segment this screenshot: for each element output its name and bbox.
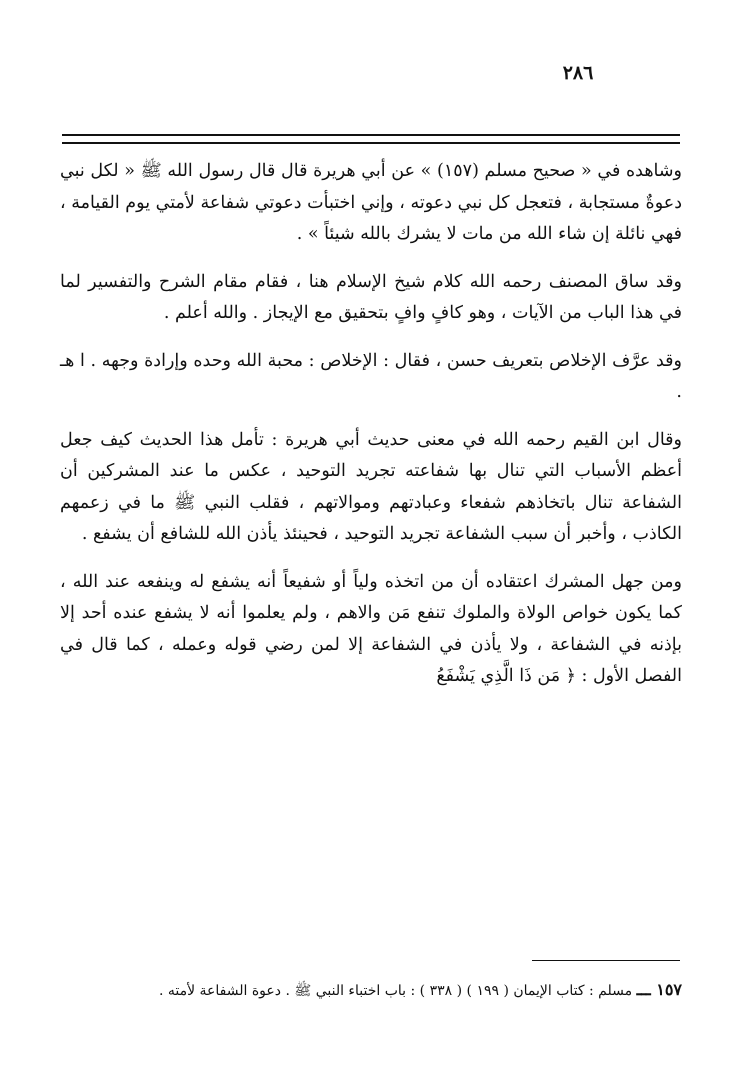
footnote-number: ١٥٧ ـــ: [636, 980, 682, 999]
paragraph-3: وقد عرَّف الإخلاص بتعريف حسن ، فقال : الإخلاص : محبة الله وحده وإرادة وجهه . ا هـ .: [60, 350, 682, 402]
page-number: ٢٨٦: [562, 62, 594, 84]
paragraph-2: وقد ساق المصنف رحمه الله كلام شيخ الإسلام هنا ، فقام مقام الشرح والتفسير لما في هذا الباب من الآيات ، وهو كافٍ وافٍ بتحقيق مع الإيجاز . والله أعلم .: [60, 271, 682, 323]
footnote-rule: [532, 960, 680, 961]
footnote: [60, 978, 682, 1003]
paragraph-4: وقال ابن القيم رحمه الله في معنى حديث أبي هريرة : تأمل هذا الحديث كيف جعل أعظم الأسباب التي تنال بها شفاعته تجريد التوحيد ، عكس ما عند المشركين أن الشفاعة تنال باتخاذهم شفعاء وعبادتهم وموالاتهم ، فقلب النبي ﷺ ما في زعمهم الكاذب ، وأخبر أن سبب الشفاعة تجريد التوحيد ، فحينئذ يأذن الله للشافع أن يشفع .: [60, 429, 682, 544]
paragraph-5: ومن جهل المشرك اعتقاده أن من اتخذه ولياً أو شفيعاً أنه يشفع له وينفعه عند الله ، كما يكون خواص الولاة والملوك تنفع مَن والاهم ، ولم يعلموا أنه لا يشفع عنده أحد إلا بإذنه في الشفاعة ، ولا يأذن في الشفاعة إلا لمن رضي قوله وعمله ، كما قال في الفصل الأول : ﴿ مَن ذَا الَّذِي يَشْفَعُ: [60, 571, 682, 686]
header-rule-top: [62, 134, 680, 136]
header-rule-bottom: [62, 142, 680, 144]
paragraph-1: وشاهده في « صحيح مسلم (١٥٧) » عن أبي هريرة قال قال رسول الله ﷺ « لكل نبي دعوةٌ مستجابة ، فتعجل كل نبي دعوته ، وإني اختبأت دعوتي شفاعة لأمتي يوم القيامة ، فهي نائلة إن شاء الله من مات لا يشرك بالله شيئاً » .: [60, 161, 682, 244]
body-text: [60, 156, 682, 709]
footnote-text: مسلم : كتاب الإيمان ( ١٩٩ ) ( ٣٣٨ ) : باب اختباء النبي ﷺ . دعوة الشفاعة لأمته .: [158, 983, 633, 999]
